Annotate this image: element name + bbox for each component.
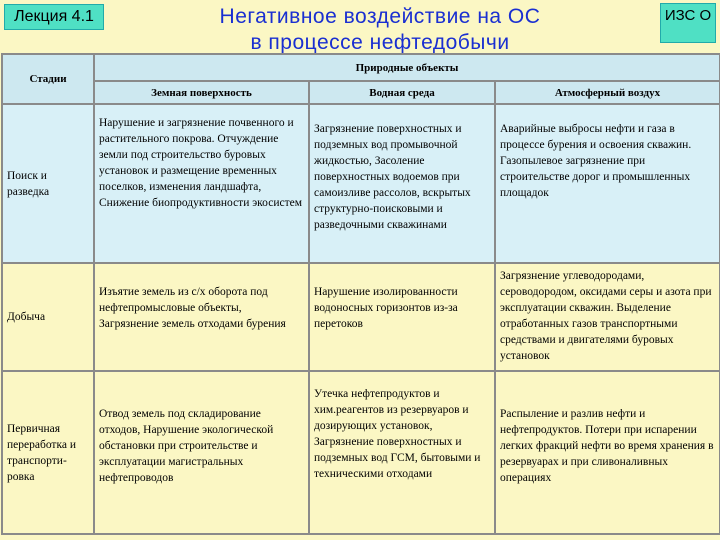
stage-cell: Поиск и разведка xyxy=(2,104,94,263)
table-row-exploration xyxy=(2,104,720,263)
header-col-land: Земная поверхность xyxy=(94,81,309,104)
stage-cell: Первичная переработка и транспорти- ровка xyxy=(2,371,94,534)
table-cell: Утечка нефтепродуктов и хим.реагентов из резервуаров и дозирующих установок, Загрязнение поверхностных и подземных вод ГСМ, бытовыми и техническими отходами xyxy=(309,371,495,534)
title-line-1: Негативное воздействие на ОС xyxy=(219,5,541,28)
table-cell: Нарушение изолированности водоносных горизонтов из-за перетоков xyxy=(309,263,495,371)
table-cell: Аварийные выбросы нефти и газа в процессе бурения и освоения скважин. Газопылевое загрязнение при строительстве дорог и промышленных площадок xyxy=(495,104,720,263)
header-col-water: Водная среда xyxy=(309,81,495,104)
stage-cell: Добыча xyxy=(2,263,94,371)
lecture-badge: Лекция 4.1 xyxy=(4,4,104,30)
header-stages: Стадии xyxy=(2,54,94,104)
table-cell: Загрязнение поверхностных и подземных вод промывочной жидкостью, Засоление поверхностных водоемов при самоизливе рассолов, вскрытых структурно-поисковыми и разведочными скважинами xyxy=(309,104,495,263)
table-cell: Распыление и разлив нефти и нефтепродуктов. Потери при испарении легких фракций нефти во время хранения в резервуарах и при сливоналивных операциях xyxy=(495,371,720,534)
header-row-2 xyxy=(2,81,720,104)
page-title xyxy=(110,4,650,56)
header-row-1 xyxy=(2,54,720,81)
table-cell: Загрязнение углеводородами, сероводородом, оксидами серы и азота при эксплуатации скважин. Выделение отработанных газов транспортными средствами и двигателями буровых установок xyxy=(495,263,720,371)
table-row-extraction xyxy=(2,263,720,371)
table-cell: Изъятие земель из с/х оборота под нефтепромысловые объекты, Загрязнение земель отходами бурения xyxy=(94,263,309,371)
table-row-processing xyxy=(2,371,720,534)
impact-table xyxy=(1,53,720,535)
table-cell: Нарушение и загрязнение почвенного и растительного покрова. Отчуждение земли под строительство буровых установок и размещение временных поселков, изменения ландшафта, Снижение биопродуктивности экосистем xyxy=(94,104,309,263)
table-cell: Отвод земель под складирование отходов, Нарушение экологической обстановки при строительстве и эксплуатации магистральных нефтепроводов xyxy=(94,371,309,534)
course-badge: ИЗС О xyxy=(660,3,716,43)
header-natural-objects: Природные объекты xyxy=(94,54,720,81)
header-col-air: Атмосферный воздух xyxy=(495,81,720,104)
title-line-2: в процессе нефтедобычи xyxy=(250,31,510,54)
